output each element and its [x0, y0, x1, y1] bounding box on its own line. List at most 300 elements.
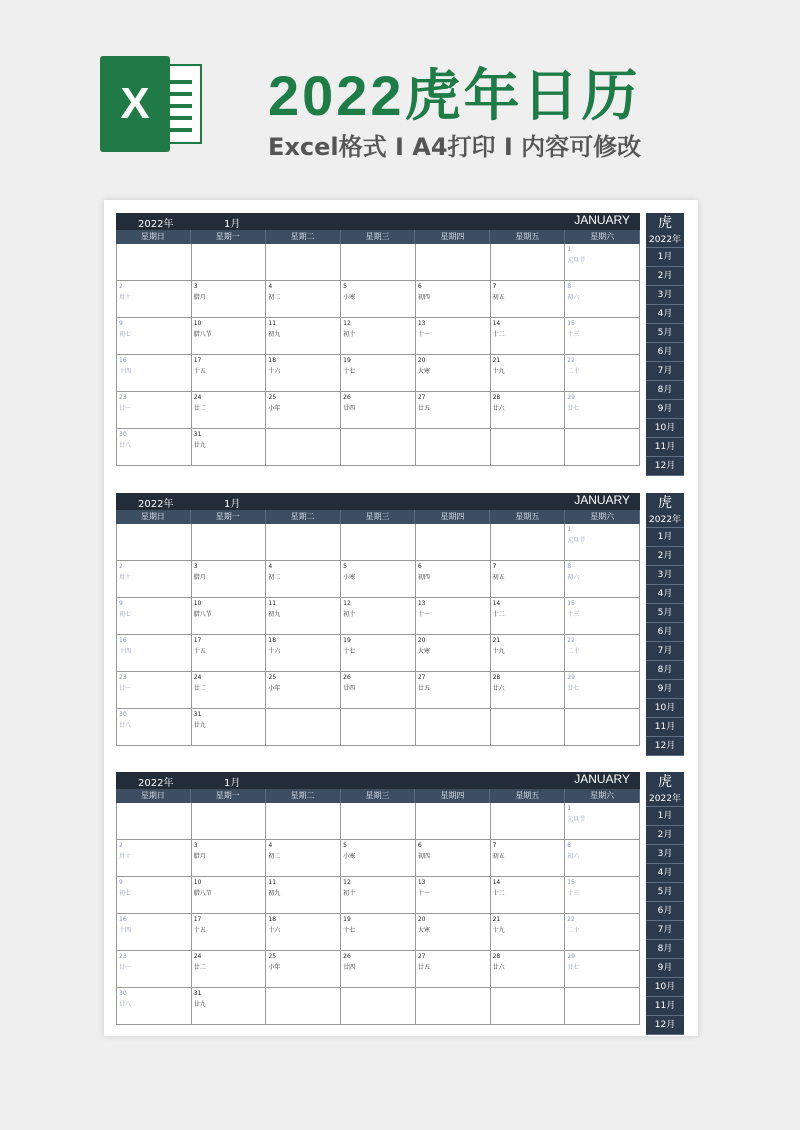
day-cell[interactable]: [491, 281, 566, 318]
weekday-label: 星期五: [490, 510, 565, 524]
day-number: 25: [268, 953, 277, 960]
day-cell[interactable]: [416, 244, 491, 281]
day-cell[interactable]: [491, 598, 566, 635]
day-cell[interactable]: [416, 988, 491, 1025]
day-cell[interactable]: [416, 429, 491, 466]
sidebar-month-link[interactable]: 5月: [646, 324, 684, 343]
day-cell[interactable]: [341, 840, 416, 877]
month-english-label: JANUARY: [574, 493, 630, 507]
lunar-date: 廿六: [492, 964, 505, 971]
month-english-label: JANUARY: [574, 213, 630, 227]
lunar-date: 初四: [417, 574, 430, 581]
day-cell[interactable]: [266, 318, 341, 355]
day-number: 25: [268, 674, 277, 681]
day-cell[interactable]: [341, 318, 416, 355]
day-cell[interactable]: [565, 709, 640, 746]
day-cell[interactable]: [266, 598, 341, 635]
sidebar-month-link[interactable]: 10月: [646, 419, 684, 438]
day-number: 1: [567, 246, 572, 253]
day-cell[interactable]: [192, 355, 267, 392]
sidebar-month-link[interactable]: 3月: [646, 286, 684, 305]
day-cell[interactable]: [266, 951, 341, 988]
day-cell[interactable]: [491, 524, 566, 561]
day-cell[interactable]: [491, 951, 566, 988]
lunar-date: 卅十: [119, 853, 132, 860]
day-number: 24: [193, 394, 202, 401]
sidebar-month-link[interactable]: 4月: [646, 305, 684, 324]
day-cell[interactable]: [117, 672, 192, 709]
day-number: 7: [492, 842, 497, 849]
day-cell[interactable]: [266, 561, 341, 598]
weekday-label: 星期三: [341, 789, 416, 803]
lunar-date: 初六: [567, 294, 580, 301]
day-cell[interactable]: [192, 840, 267, 877]
lunar-date: 卅十: [119, 294, 132, 301]
sidebar-month-link[interactable]: 11月: [646, 718, 684, 737]
day-number: 6: [417, 283, 422, 290]
day-cell[interactable]: [192, 988, 267, 1025]
sidebar-month-link[interactable]: 3月: [646, 845, 684, 864]
lunar-date: 初七: [119, 890, 132, 897]
day-number: 14: [492, 320, 501, 327]
lunar-date: 初六: [567, 853, 580, 860]
day-cell[interactable]: [341, 561, 416, 598]
day-cell[interactable]: [565, 914, 640, 951]
day-number: 4: [268, 842, 273, 849]
sidebar-year: 2022年: [646, 513, 684, 528]
day-number: 1: [567, 526, 572, 533]
day-cell[interactable]: [565, 877, 640, 914]
lunar-date: 初五: [492, 294, 505, 301]
weekday-header-row: [116, 789, 640, 803]
day-cell[interactable]: [192, 635, 267, 672]
day-cell[interactable]: [192, 803, 267, 840]
month-sidebar: [646, 213, 684, 476]
day-cell[interactable]: [491, 914, 566, 951]
weekday-label: 星期三: [341, 230, 416, 244]
day-number: 24: [193, 953, 202, 960]
day-number: 31: [193, 711, 202, 718]
day-number: 29: [567, 674, 575, 681]
day-cell[interactable]: [491, 803, 566, 840]
lunar-date: 初二: [268, 574, 281, 581]
day-cell[interactable]: [192, 281, 267, 318]
lunar-date: 小年: [268, 405, 281, 412]
sidebar-month-link[interactable]: 12月: [646, 737, 684, 756]
sidebar-month-link[interactable]: 7月: [646, 642, 684, 661]
sidebar-month-link[interactable]: 8月: [646, 381, 684, 400]
sidebar-month-link[interactable]: 9月: [646, 959, 684, 978]
excel-x-icon: X: [100, 56, 170, 152]
day-cell[interactable]: [192, 524, 267, 561]
day-cell[interactable]: [491, 244, 566, 281]
weekday-header-row: [116, 230, 640, 244]
day-cell[interactable]: [266, 635, 341, 672]
lunar-date: 廿七: [567, 964, 580, 971]
lunar-date: 十五: [193, 927, 206, 934]
lunar-date: 腊月: [193, 853, 206, 860]
sidebar-month-link[interactable]: 9月: [646, 680, 684, 699]
day-cell[interactable]: [266, 244, 341, 281]
day-number: 21: [492, 357, 501, 364]
day-cell[interactable]: [192, 318, 267, 355]
day-cell[interactable]: [341, 672, 416, 709]
lunar-date: 廿五: [417, 685, 430, 692]
day-number: 25: [268, 394, 277, 401]
day-cell[interactable]: [341, 709, 416, 746]
day-cell[interactable]: [266, 672, 341, 709]
lunar-date: 十五: [193, 368, 206, 375]
sidebar-month-link[interactable]: 6月: [646, 343, 684, 362]
day-number: 16: [119, 637, 127, 644]
day-cell[interactable]: [491, 355, 566, 392]
weekday-label: 星期五: [490, 230, 565, 244]
weekday-label: 星期四: [415, 510, 490, 524]
day-cell[interactable]: [491, 561, 566, 598]
sidebar-month-link[interactable]: 12月: [646, 457, 684, 476]
day-number: 30: [119, 990, 127, 997]
day-cell[interactable]: [266, 281, 341, 318]
lunar-date: 小寒: [343, 574, 356, 581]
day-cell[interactable]: [266, 709, 341, 746]
day-number: 9: [119, 879, 123, 886]
day-cell[interactable]: [416, 803, 491, 840]
lunar-date: 廿八: [119, 442, 132, 449]
lunar-date: 十四: [119, 648, 132, 655]
lunar-date: 大寒: [417, 368, 430, 375]
month-sidebar: [646, 772, 684, 1035]
day-number: 22: [567, 357, 575, 364]
day-number: 8: [567, 842, 572, 849]
day-cell[interactable]: [416, 840, 491, 877]
lunar-date: 二十: [567, 927, 580, 934]
day-cell[interactable]: [117, 244, 192, 281]
lunar-date: 元旦节: [567, 537, 586, 544]
year-label: 2022年: [138, 778, 174, 789]
day-number: 13: [417, 879, 426, 886]
sidebar-month-link[interactable]: 12月: [646, 1016, 684, 1035]
day-number: 18: [268, 357, 277, 364]
day-cell[interactable]: [416, 561, 491, 598]
tiger-label: 虎: [658, 215, 672, 231]
day-cell[interactable]: [117, 635, 192, 672]
day-number: 10: [193, 320, 202, 327]
day-cell[interactable]: [341, 988, 416, 1025]
day-cell[interactable]: [565, 392, 640, 429]
day-cell[interactable]: [117, 598, 192, 635]
day-number: 1: [567, 805, 572, 812]
day-cell[interactable]: [565, 951, 640, 988]
lunar-date: 十二: [492, 611, 505, 618]
day-cell[interactable]: [565, 840, 640, 877]
lunar-date: 廿一: [119, 685, 132, 692]
weekday-label: 星期四: [415, 230, 490, 244]
weekday-label: 星期一: [191, 789, 266, 803]
sidebar-month-link[interactable]: 4月: [646, 864, 684, 883]
day-cell[interactable]: [117, 318, 192, 355]
lunar-date: 十一: [417, 611, 430, 618]
sidebar-year: 2022年: [646, 233, 684, 248]
lunar-date: 小寒: [343, 853, 356, 860]
day-cell[interactable]: [416, 951, 491, 988]
day-number: 5: [343, 842, 347, 849]
day-number: 12: [343, 600, 351, 607]
day-cell[interactable]: [192, 914, 267, 951]
day-cell[interactable]: [341, 392, 416, 429]
day-cell[interactable]: [117, 877, 192, 914]
lunar-date: 腊月: [193, 294, 206, 301]
day-number: 11: [268, 879, 277, 886]
day-number: 23: [119, 394, 127, 401]
day-cell[interactable]: [565, 561, 640, 598]
day-cell[interactable]: [341, 524, 416, 561]
lunar-date: 十四: [119, 927, 132, 934]
year-label: 2022年: [138, 219, 174, 230]
day-cell[interactable]: [192, 561, 267, 598]
month-calendar: [116, 213, 640, 466]
day-number: 14: [492, 600, 501, 607]
day-number: 26: [343, 394, 351, 401]
sidebar-month-link[interactable]: 4月: [646, 585, 684, 604]
lunar-date: 十七: [343, 927, 356, 934]
day-cell[interactable]: [117, 281, 192, 318]
day-cell[interactable]: [266, 355, 341, 392]
lunar-date: 初十: [343, 611, 356, 618]
sidebar-month-link[interactable]: 7月: [646, 921, 684, 940]
day-number: 19: [343, 637, 351, 644]
day-cell[interactable]: [266, 988, 341, 1025]
day-cell[interactable]: [491, 672, 566, 709]
lunar-date: 初四: [417, 294, 430, 301]
day-cell[interactable]: [117, 914, 192, 951]
lunar-date: 十九: [492, 927, 505, 934]
lunar-date: 初五: [492, 853, 505, 860]
day-cell[interactable]: [565, 244, 640, 281]
day-cell[interactable]: [416, 672, 491, 709]
day-cell[interactable]: [565, 429, 640, 466]
day-cell[interactable]: [565, 281, 640, 318]
lunar-date: 廿七: [567, 405, 580, 412]
day-cell[interactable]: [341, 429, 416, 466]
day-number: 13: [417, 600, 426, 607]
sidebar-month-link[interactable]: 1月: [646, 807, 684, 826]
day-cell[interactable]: [192, 598, 267, 635]
day-number: 27: [417, 953, 426, 960]
weekday-label: 星期六: [565, 789, 640, 803]
day-cell[interactable]: [266, 392, 341, 429]
day-cell[interactable]: [266, 840, 341, 877]
lunar-date: 十六: [268, 368, 281, 375]
sidebar-month-link[interactable]: 5月: [646, 883, 684, 902]
day-cell[interactable]: [416, 524, 491, 561]
sidebar-month-link[interactable]: 8月: [646, 940, 684, 959]
day-number: 2: [119, 842, 123, 849]
day-cell[interactable]: [117, 561, 192, 598]
day-cell[interactable]: [341, 914, 416, 951]
day-cell[interactable]: [266, 524, 341, 561]
day-cell[interactable]: [416, 598, 491, 635]
lunar-date: 初十: [343, 331, 356, 338]
day-number: 19: [343, 916, 351, 923]
day-cell[interactable]: [192, 877, 267, 914]
lunar-date: 腊月: [193, 574, 206, 581]
month-calendar: [116, 772, 640, 1025]
day-cell[interactable]: [416, 635, 491, 672]
sidebar-month-link[interactable]: 3月: [646, 566, 684, 585]
sidebar-month-link[interactable]: 1月: [646, 528, 684, 547]
excel-logo: [100, 56, 204, 152]
day-number: 11: [268, 600, 277, 607]
day-cell[interactable]: [117, 951, 192, 988]
sidebar-month-link[interactable]: 10月: [646, 978, 684, 997]
day-cell[interactable]: [341, 951, 416, 988]
day-cell[interactable]: [341, 877, 416, 914]
sidebar-month-link[interactable]: 9月: [646, 400, 684, 419]
day-cell[interactable]: [491, 840, 566, 877]
day-cell[interactable]: [491, 392, 566, 429]
weekday-label: 星期一: [191, 510, 266, 524]
day-number: 14: [492, 879, 501, 886]
day-cell[interactable]: [491, 877, 566, 914]
lunar-date: 廿九: [193, 442, 206, 449]
sidebar-month-link[interactable]: 8月: [646, 661, 684, 680]
lunar-date: 廿五: [417, 405, 430, 412]
day-number: 29: [567, 394, 575, 401]
day-cell[interactable]: [117, 355, 192, 392]
lunar-date: 十四: [119, 368, 132, 375]
day-cell[interactable]: [192, 672, 267, 709]
day-cell[interactable]: [117, 429, 192, 466]
day-cell[interactable]: [491, 429, 566, 466]
day-cell[interactable]: [341, 244, 416, 281]
lunar-date: 十九: [492, 368, 505, 375]
day-number: 8: [567, 283, 572, 290]
day-cell[interactable]: [416, 877, 491, 914]
day-cell[interactable]: [341, 598, 416, 635]
day-number: 19: [343, 357, 351, 364]
day-cell[interactable]: [117, 524, 192, 561]
sidebar-month-link[interactable]: 7月: [646, 362, 684, 381]
day-cell[interactable]: [416, 709, 491, 746]
sidebar-month-link[interactable]: 2月: [646, 547, 684, 566]
day-cell[interactable]: [117, 988, 192, 1025]
day-cell[interactable]: [117, 709, 192, 746]
day-cell[interactable]: [266, 914, 341, 951]
day-cell[interactable]: [266, 877, 341, 914]
lunar-date: 十七: [343, 648, 356, 655]
day-cell[interactable]: [117, 840, 192, 877]
day-cell[interactable]: [266, 429, 341, 466]
day-number: 13: [417, 320, 426, 327]
day-cell[interactable]: [192, 392, 267, 429]
day-cell[interactable]: [565, 988, 640, 1025]
weekday-label: 星期二: [266, 789, 341, 803]
day-cell[interactable]: [565, 524, 640, 561]
lunar-date: 廿二: [193, 685, 206, 692]
day-cell[interactable]: [565, 672, 640, 709]
day-cell[interactable]: [192, 709, 267, 746]
day-cell[interactable]: [341, 281, 416, 318]
day-cell[interactable]: [117, 803, 192, 840]
lunar-date: 十六: [268, 648, 281, 655]
day-cell[interactable]: [341, 355, 416, 392]
sidebar-month-link[interactable]: 1月: [646, 248, 684, 267]
page-subtitle: Excel格式 I A4打印 I 内容可修改: [268, 133, 642, 161]
month-calendar: [116, 493, 640, 746]
sidebar-month-link[interactable]: 10月: [646, 699, 684, 718]
lunar-date: 廿六: [492, 405, 505, 412]
lunar-date: 十三: [567, 611, 580, 618]
sidebar-month-link[interactable]: 11月: [646, 438, 684, 457]
lunar-date: 腊八节: [193, 890, 212, 897]
day-cell[interactable]: [491, 709, 566, 746]
day-cell[interactable]: [491, 635, 566, 672]
day-cell[interactable]: [565, 803, 640, 840]
day-cell[interactable]: [192, 951, 267, 988]
day-cell[interactable]: [416, 281, 491, 318]
day-cell[interactable]: [192, 429, 267, 466]
day-cell[interactable]: [565, 318, 640, 355]
lunar-date: 小寒: [343, 294, 356, 301]
day-cell[interactable]: [416, 914, 491, 951]
day-cell[interactable]: [565, 598, 640, 635]
day-cell[interactable]: [341, 803, 416, 840]
day-cell[interactable]: [416, 355, 491, 392]
day-number: 3: [193, 563, 198, 570]
day-number: 20: [417, 916, 426, 923]
sidebar-month-link[interactable]: 6月: [646, 902, 684, 921]
month-label: 1月: [224, 219, 241, 230]
day-cell[interactable]: [491, 988, 566, 1025]
weekday-label: 星期三: [341, 510, 416, 524]
day-cell[interactable]: [192, 244, 267, 281]
day-number: 15: [567, 600, 575, 607]
day-cell[interactable]: [565, 635, 640, 672]
lunar-date: 二十: [567, 648, 580, 655]
day-number: 16: [119, 916, 127, 923]
lunar-date: 廿九: [193, 722, 206, 729]
day-number: 26: [343, 953, 351, 960]
sidebar-month-link[interactable]: 6月: [646, 623, 684, 642]
sidebar-month-link[interactable]: 11月: [646, 997, 684, 1016]
lunar-date: 初二: [268, 294, 281, 301]
day-cell[interactable]: [416, 318, 491, 355]
day-cell[interactable]: [341, 635, 416, 672]
lunar-date: 廿八: [119, 1001, 132, 1008]
day-cell[interactable]: [266, 803, 341, 840]
tiger-label: 虎: [658, 774, 672, 790]
weekday-label: 星期五: [490, 789, 565, 803]
day-number: 15: [567, 879, 575, 886]
day-cell[interactable]: [565, 355, 640, 392]
day-number: 6: [417, 563, 422, 570]
sidebar-year: 2022年: [646, 792, 684, 807]
day-number: 17: [193, 916, 202, 923]
day-number: 9: [119, 600, 123, 607]
lunar-date: 大寒: [417, 927, 430, 934]
day-cell[interactable]: [416, 392, 491, 429]
day-cell[interactable]: [491, 318, 566, 355]
day-number: 31: [193, 431, 202, 438]
day-number: 27: [417, 674, 426, 681]
lunar-date: 廿四: [343, 964, 356, 971]
sidebar-month-link[interactable]: 2月: [646, 826, 684, 845]
sidebar-month-link[interactable]: 2月: [646, 267, 684, 286]
day-cell[interactable]: [117, 392, 192, 429]
month-english-label: JANUARY: [574, 772, 630, 786]
sidebar-month-link[interactable]: 5月: [646, 604, 684, 623]
day-number: 21: [492, 637, 501, 644]
